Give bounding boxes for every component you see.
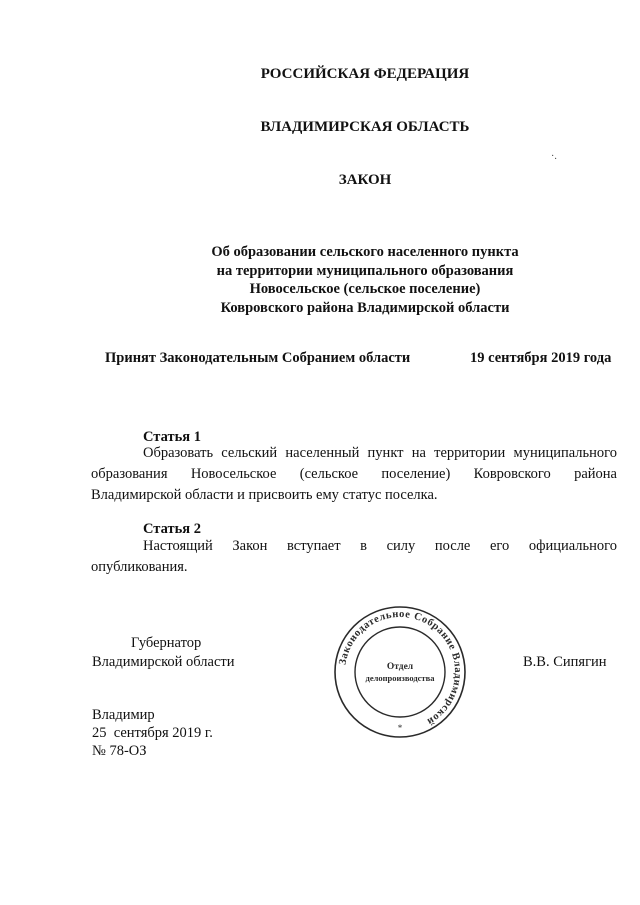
signature-position-line-2: Владимирской области [92,654,235,670]
official-stamp [333,605,467,739]
adopted-by-label: Принят Законодательным Собранием области [105,350,411,366]
adopted-date: 19 сентября 2019 года [470,350,612,366]
footer-number: № 78-ОЗ [92,743,147,759]
stamp-ring-text: Законодательное Собрание Владимирской [337,608,464,728]
article-2-line-2: опубликования. [91,559,188,575]
article-1-line-3: Владимирской области и присвоить ему статус поселка. [91,487,438,503]
article-2-line-1: Настоящий Закон вступает в силу после его официального [143,538,617,554]
document-type-heading: ЗАКОН [338,172,392,188]
article-2-text [91,536,617,578]
article-1-line-2: образования Новосельское (сельское поселение) Ковровского района [91,466,617,482]
article-1-title: Статья 1 [143,429,201,445]
stamp-star: * [397,723,403,733]
stamp-center-line-2: делопроизводства [365,673,435,683]
law-title-line-4: Ковровского района Владимирской области [220,299,510,316]
article-1-text [91,443,617,506]
article-2-title: Статья 2 [143,521,201,537]
signatory-name: В.В. Сипягин [523,654,607,670]
stamp-center-line-1: Отдел [386,662,414,672]
scan-specks: ·. [551,151,557,162]
footer-city: Владимир [92,707,155,723]
law-title-line-1: Об образовании сельского населенного пункта [211,244,519,260]
footer-date: 25 сентября 2019 г. [92,725,213,741]
stamp-inner-ring [355,627,445,717]
law-title-line-3: Новосельское (сельское поселение) [249,281,481,297]
region-heading: ВЛАДИМИРСКАЯ ОБЛАСТЬ [260,119,470,135]
signature-position-line-1: Губернатор [131,635,202,651]
country-heading: РОССИЙСКАЯ ФЕДЕРАЦИЯ [260,66,470,82]
article-1-line-1: Образовать сельский населенный пункт на территории муниципального [143,445,617,461]
law-title-line-2: на территории муниципального образования [216,262,514,279]
law-title [0,243,640,317]
